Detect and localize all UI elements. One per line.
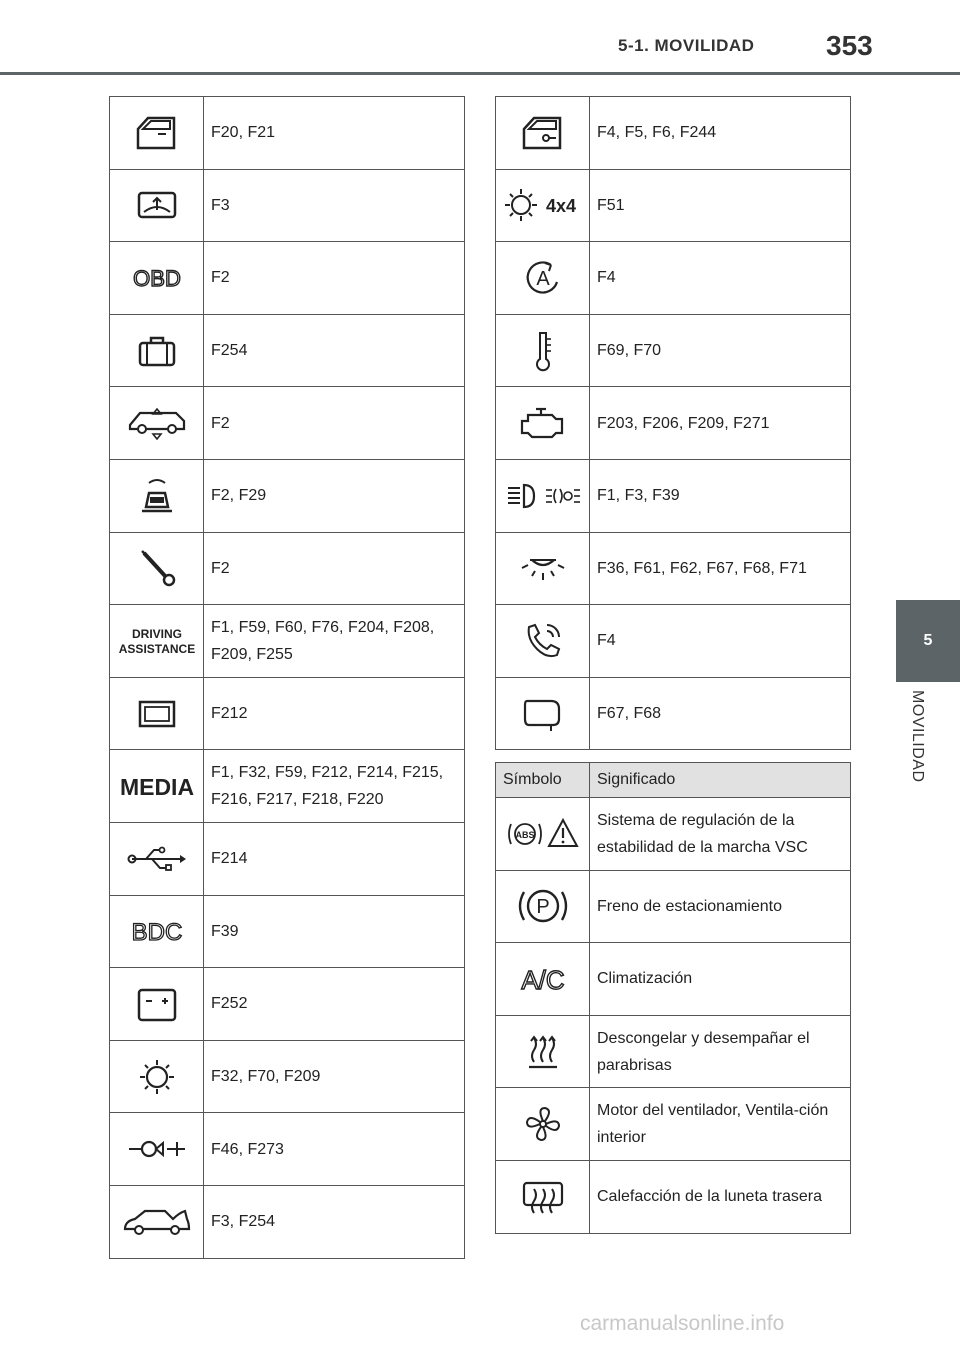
engine-icon xyxy=(496,387,590,460)
table-row xyxy=(496,1160,851,1233)
ac-icon xyxy=(496,943,590,1016)
door-icon xyxy=(110,97,204,170)
table-row xyxy=(110,242,465,315)
table-row xyxy=(110,169,465,242)
fuse-list: F1, F59, F60, F76, F204, F208, F209, F255 xyxy=(204,605,465,678)
defrost-icon xyxy=(496,1015,590,1088)
table-row xyxy=(110,895,465,968)
fuse-list: F69, F70 xyxy=(590,314,851,387)
fuse-table-right xyxy=(495,96,851,750)
table-row xyxy=(110,1113,465,1186)
table-row xyxy=(110,314,465,387)
table-row xyxy=(110,1040,465,1113)
table-row xyxy=(496,1088,851,1161)
header-rule xyxy=(0,72,960,75)
symbol-meaning: Calefacción de la luneta trasera xyxy=(590,1160,851,1233)
table-row xyxy=(496,605,851,678)
svg-text:OBD: OBD xyxy=(132,265,181,291)
watermark: carmanualsonline.info xyxy=(580,1312,785,1335)
fuse-list: F212 xyxy=(204,677,465,750)
car-trunk-icon xyxy=(110,1185,204,1258)
table-row xyxy=(110,822,465,895)
door-key-icon xyxy=(496,97,590,170)
seat-adjust-icon xyxy=(110,459,204,532)
fuse-list: F214 xyxy=(204,822,465,895)
section-title: 5-1. MOVILIDAD xyxy=(618,36,755,55)
usb-icon xyxy=(110,822,204,895)
svg-text:A: A xyxy=(535,267,550,290)
table-row xyxy=(110,1185,465,1258)
symbol-meaning: Climatización xyxy=(590,943,851,1016)
fuse-list: F32, F70, F209 xyxy=(204,1040,465,1113)
table-row xyxy=(110,387,465,460)
fuse-icon xyxy=(110,1113,204,1186)
driving-assistance-icon xyxy=(110,605,204,678)
symbol-meaning: Sistema de regulación de la estabilidad de la marcha VSC xyxy=(590,798,851,871)
fuse-list: F67, F68 xyxy=(590,677,851,750)
symbol-table xyxy=(495,762,851,1234)
gear-4x4-icon xyxy=(496,169,590,242)
svg-text:BDC: BDC xyxy=(131,919,182,947)
parking-brake-icon xyxy=(496,870,590,943)
svg-text:A/C: A/C xyxy=(520,964,565,995)
fuse-list: F46, F273 xyxy=(204,1113,465,1186)
obd-icon xyxy=(110,242,204,315)
table-row xyxy=(496,677,851,750)
briefcase-icon xyxy=(110,314,204,387)
fuse-list: F254 xyxy=(204,314,465,387)
fuse-list: F20, F21 xyxy=(204,97,465,170)
fuse-list: F4 xyxy=(590,242,851,315)
fuse-list: F2, F29 xyxy=(204,459,465,532)
table-row xyxy=(110,677,465,750)
bdc-icon xyxy=(110,895,204,968)
media-icon xyxy=(110,750,204,823)
sun-icon xyxy=(110,1040,204,1113)
table-row xyxy=(110,968,465,1041)
fuse-table-left xyxy=(109,96,465,1259)
fuse-list: F203, F206, F209, F271 xyxy=(590,387,851,460)
interior-light-icon xyxy=(496,532,590,605)
svg-text:ABS: ABS xyxy=(514,829,535,840)
thermometer-icon xyxy=(496,314,590,387)
column-header-meaning: Significado xyxy=(590,763,851,798)
table-header-row xyxy=(496,763,851,798)
chapter-label: MOVILIDAD xyxy=(909,690,926,783)
table-row xyxy=(496,242,851,315)
symbol-meaning: Descongelar y desempañar el parabrisas xyxy=(590,1015,851,1088)
column-header-symbol: Símbolo xyxy=(496,763,590,798)
table-row xyxy=(496,532,851,605)
svg-text:4x4: 4x4 xyxy=(545,196,576,217)
table-row xyxy=(496,97,851,170)
fan-icon xyxy=(496,1088,590,1161)
symbol-meaning: Freno de estacionamiento xyxy=(590,870,851,943)
fuse-list: F39 xyxy=(204,895,465,968)
table-row xyxy=(496,387,851,460)
table-row xyxy=(110,459,465,532)
wrench-icon xyxy=(110,532,204,605)
fuse-list: F2 xyxy=(204,387,465,460)
svg-text:MEDIA: MEDIA xyxy=(119,774,194,801)
display-screen-icon xyxy=(110,677,204,750)
fuse-list: F4 xyxy=(590,605,851,678)
auto-stop-icon xyxy=(496,242,590,315)
table-row xyxy=(496,314,851,387)
table-row xyxy=(110,97,465,170)
abs-vsc-icon xyxy=(496,798,590,871)
battery-icon xyxy=(110,968,204,1041)
table-row xyxy=(110,532,465,605)
svg-text:ASSISTANCE: ASSISTANCE xyxy=(118,641,195,656)
rear-defrost-icon xyxy=(496,1160,590,1233)
fuse-list: F51 xyxy=(590,169,851,242)
fuse-list: F3, F254 xyxy=(204,1185,465,1258)
symbol-meaning: Motor del ventilador, Ventila-ción interior xyxy=(590,1088,851,1161)
svg-text:DRIVING: DRIVING xyxy=(131,626,182,641)
table-row xyxy=(110,605,465,678)
table-row xyxy=(496,870,851,943)
fuse-list: F2 xyxy=(204,532,465,605)
fuse-list: F3 xyxy=(204,169,465,242)
table-row xyxy=(496,169,851,242)
mirror-icon xyxy=(496,677,590,750)
fuse-list: F1, F32, F59, F212, F214, F215, F216, F217, F218, F220 xyxy=(204,750,465,823)
suv-height-icon xyxy=(110,387,204,460)
windshield-washer-icon xyxy=(110,169,204,242)
fuse-list: F4, F5, F6, F244 xyxy=(590,97,851,170)
chapter-tab: 5 xyxy=(896,600,960,682)
table-row xyxy=(496,1015,851,1088)
page-number: 353 xyxy=(826,30,873,61)
fuse-list: F36, F61, F62, F67, F68, F71 xyxy=(590,532,851,605)
table-row xyxy=(496,798,851,871)
table-row xyxy=(496,459,851,532)
fuse-list: F1, F3, F39 xyxy=(590,459,851,532)
table-row xyxy=(496,943,851,1016)
phone-icon xyxy=(496,605,590,678)
fuse-list: F2 xyxy=(204,242,465,315)
headlight-icon xyxy=(496,459,590,532)
svg-text:P: P xyxy=(535,896,550,919)
table-row xyxy=(110,750,465,823)
fuse-list: F252 xyxy=(204,968,465,1041)
